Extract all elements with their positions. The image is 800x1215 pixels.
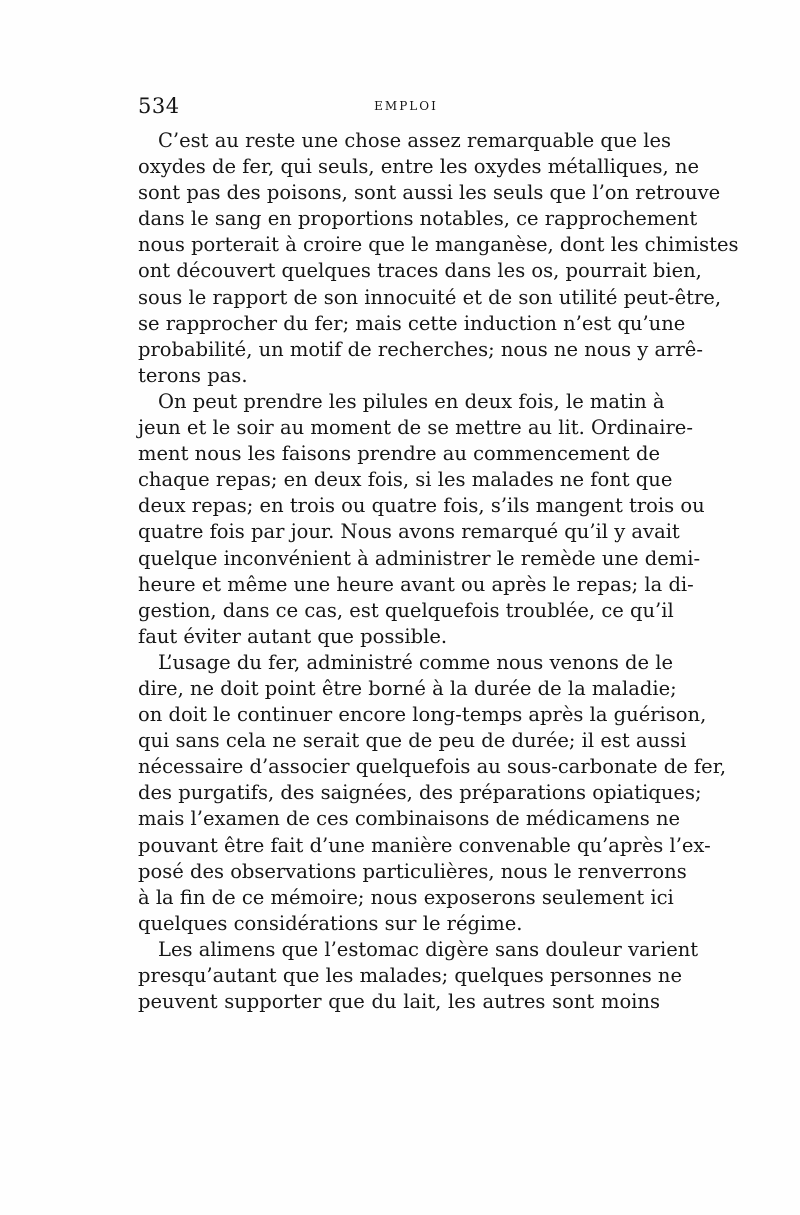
text-line: probabilité, un motif de recherches; nous ne nous y arrê- <box>138 337 703 361</box>
text-line: à la fin de ce mémoire; nous exposerons seulement ici <box>138 885 674 909</box>
text-line: quelque inconvénient à administrer le remède une demi- <box>138 546 701 570</box>
text-line: deux repas; en trois ou quatre fois, s’ils mangent trois ou <box>138 494 705 518</box>
text-line: chaque repas; en deux fois, si les malades ne font que <box>138 468 673 492</box>
text-line: presqu’autant que les malades; quelques personnes ne <box>138 964 683 987</box>
paragraph-4 <box>138 937 699 1015</box>
text-line: On peut prendre les pilules en deux fois, le matin à <box>158 389 665 413</box>
text-line: quatre fois par jour. Nous avons remarqué qu’il y avait <box>138 520 680 544</box>
text-line: ont découvert quelques traces dans les os, pourrait bien, <box>138 259 702 283</box>
text-line: C’est au reste une chose assez remarquable que les <box>158 129 671 152</box>
text-line: mais l’examen de ces combinaisons de médicamens ne <box>138 807 681 831</box>
page-header <box>138 94 660 120</box>
text-line: se rapprocher du fer; mais cette induction n’est qu’une <box>138 311 686 335</box>
text-line: gestion, dans ce cas, est quelquefois troublée, ce qu’il <box>138 598 674 622</box>
text-line: peuvent supporter que du lait, les autres sont moins <box>138 990 660 1014</box>
text-line: dans le sang en proportions notables, ce rapprochement <box>138 207 698 231</box>
paragraph-3 <box>138 650 727 937</box>
text-line: posé des observations particulières, nous le renverrons <box>138 859 687 883</box>
text-line: des purgatifs, des saignées, des préparations opiatiques; <box>138 781 702 805</box>
text-line: nécessaire d’associer quelquefois au sous-carbonate de fer, <box>138 755 727 779</box>
text-line: quelques considérations sur le régime. <box>138 911 523 935</box>
text-line: heure et même une heure avant ou après le repas; la di- <box>138 572 694 596</box>
running-title: EMPLOI <box>374 99 438 113</box>
page-number: 534 <box>138 94 180 118</box>
text-line: L’usage du fer, administré comme nous venons de le <box>158 650 674 674</box>
text-line: faut éviter autant que possible. <box>138 624 448 648</box>
text-line: qui sans cela ne serait que de peu de durée; il est aussi <box>138 729 687 753</box>
text-line: jeun et le soir au moment de se mettre au lit. Ordinaire- <box>138 416 693 440</box>
text-line: on doit le continuer encore long-temps après la guérison, <box>138 703 707 727</box>
body-text <box>138 128 739 1015</box>
paragraph-1 <box>138 128 739 389</box>
text-line: Les alimens que l’estomac digère sans douleur varient <box>158 937 699 961</box>
paragraph-2 <box>138 389 705 650</box>
text-line: sous le rapport de son innocuité et de son utilité peut-être, <box>138 285 722 309</box>
text-line: pouvant être fait d’une manière convenable qu’après l’ex- <box>138 833 711 857</box>
text-line: ment nous les faisons prendre au commencement de <box>138 442 660 466</box>
text-line: terons pas. <box>138 363 248 387</box>
text-line: nous porterait à croire que le manganèse, dont les chimistes <box>138 233 739 257</box>
text-line: oxydes de fer, qui seuls, entre les oxydes métalliques, ne <box>138 155 700 179</box>
text-line: sont pas des poisons, sont aussi les seuls que l’on retrouve <box>138 181 721 205</box>
text-line: dire, ne doit point être borné à la durée de la maladie; <box>138 676 677 700</box>
